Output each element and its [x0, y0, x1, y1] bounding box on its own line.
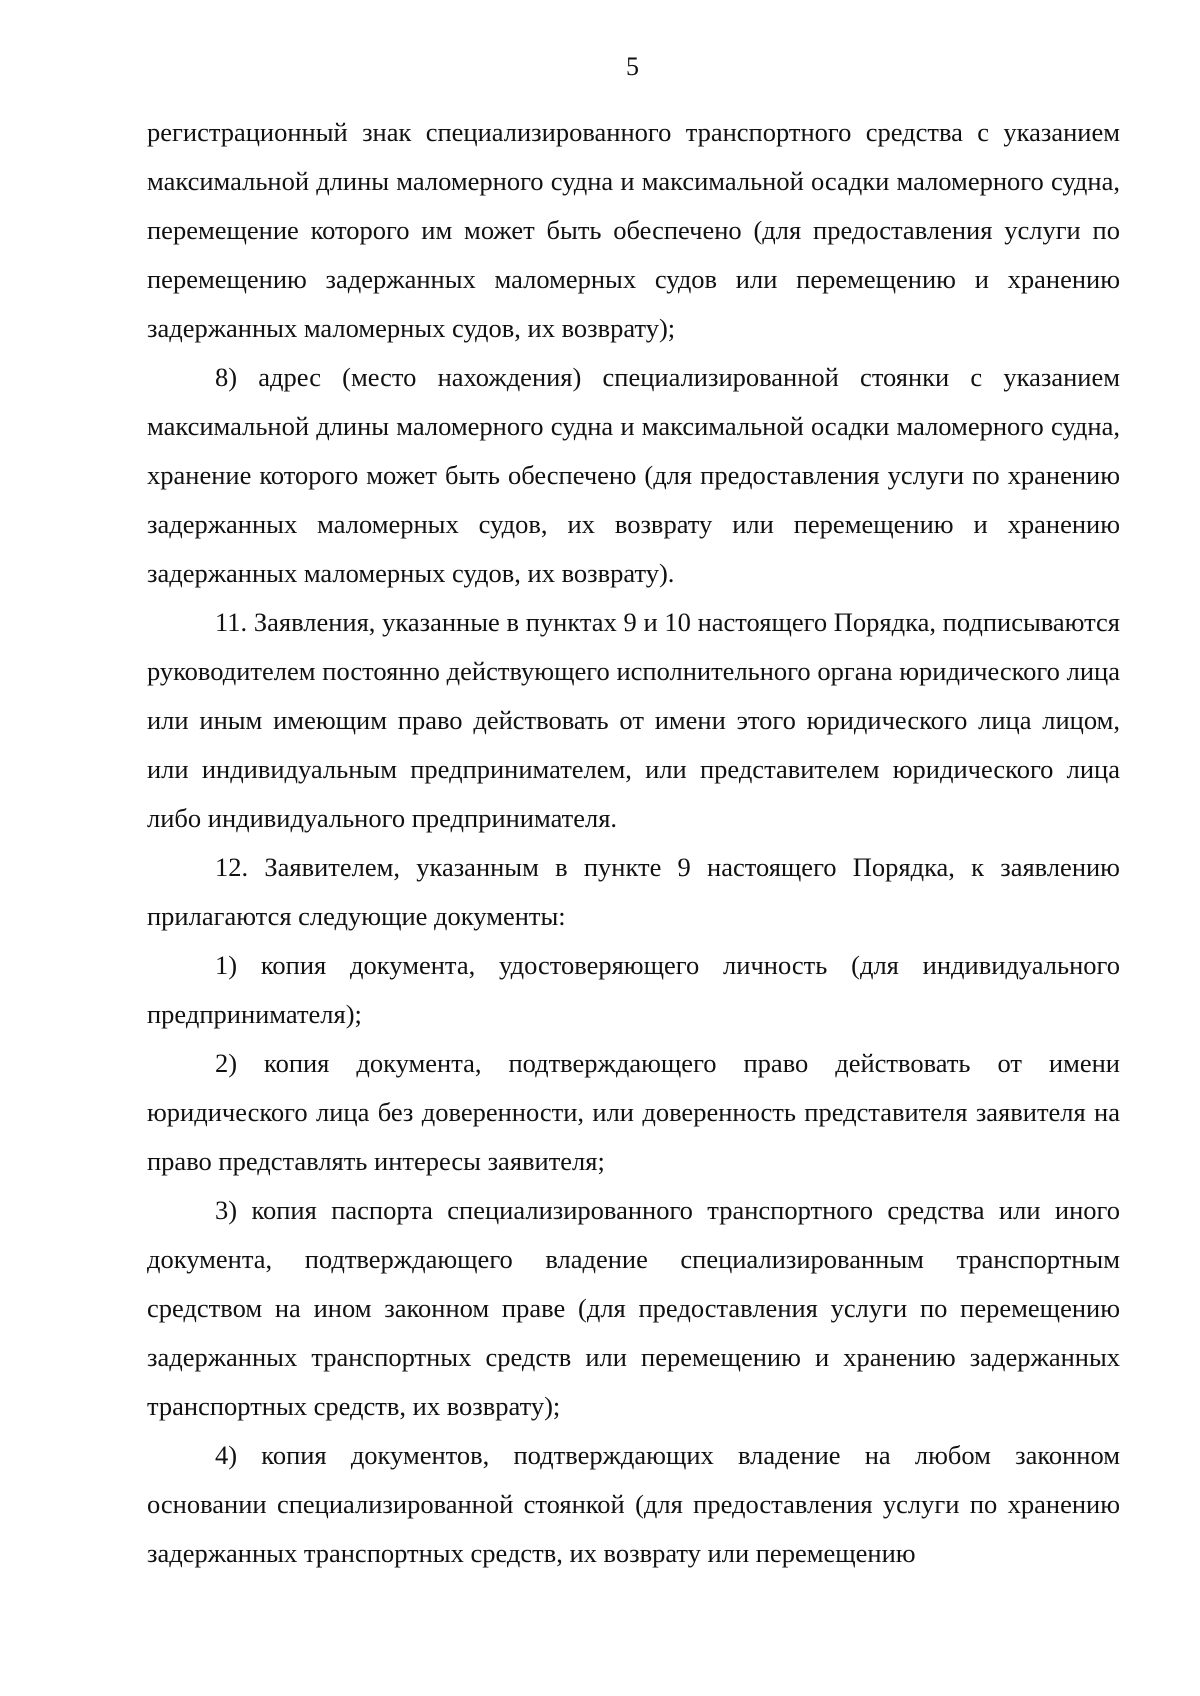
paragraph-doc-1: 1) копия документа, удостоверяющего личность (для индивидуального предпринимателя);	[147, 950, 1120, 1029]
paragraph-clause-11: 11. Заявления, указанные в пунктах 9 и 10 настоящего Порядка, подписываются руководителем постоянно действующего исполнительного органа юридического лица или иным имеющим право действовать от имени этого юридического лица лицом, или индивидуальным предпринимателем, или представителем юридического лица либо индивидуального предпринимателя.	[147, 607, 1120, 833]
paragraph-clause-12: 12. Заявителем, указанным в пункте 9 настоящего Порядка, к заявлению прилагаются следующие документы:	[147, 852, 1120, 931]
paragraph-doc-2: 2) копия документа, подтверждающего право действовать от имени юридического лица без доверенности, или доверенность представителя заявителя на право представлять интересы заявителя;	[147, 1048, 1120, 1176]
paragraph-item-8: 8) адрес (место нахождения) специализированной стоянки с указанием максимальной длины маломерного судна и максимальной осадки маломерного судна, хранение которого может быть обеспечено (для предоставления услуги по хранению задержанных маломерных судов, их возврату или перемещению и хранению задержанных маломерных судов, их возврату).	[147, 362, 1120, 588]
document-body	[147, 108, 1120, 1578]
paragraph-doc-4: 4) копия документов, подтверждающих владение на любом законном основании специализированной стоянкой (для предоставления услуги по хранению задержанных транспортных средств, их возврату или перемещению	[147, 1440, 1120, 1568]
paragraph-doc-3: 3) копия паспорта специализированного транспортного средства или иного документа, подтверждающего владение специализированным транспортным средством на ином законном праве (для предоставления услуги по перемещению задержанных транспортных средств или перемещению и хранению задержанных транспортных средств, их возврату);	[147, 1195, 1120, 1421]
paragraph-continuation: регистрационный знак специализированного транспортного средства с указанием максимальной длины маломерного судна и максимальной осадки маломерного судна, перемещение которого им может быть обеспечено (для предоставления услуги по перемещению задержанных маломерных судов или перемещению и хранению задержанных маломерных судов, их возврату);	[147, 117, 1120, 343]
page-number: 5	[626, 52, 639, 81]
